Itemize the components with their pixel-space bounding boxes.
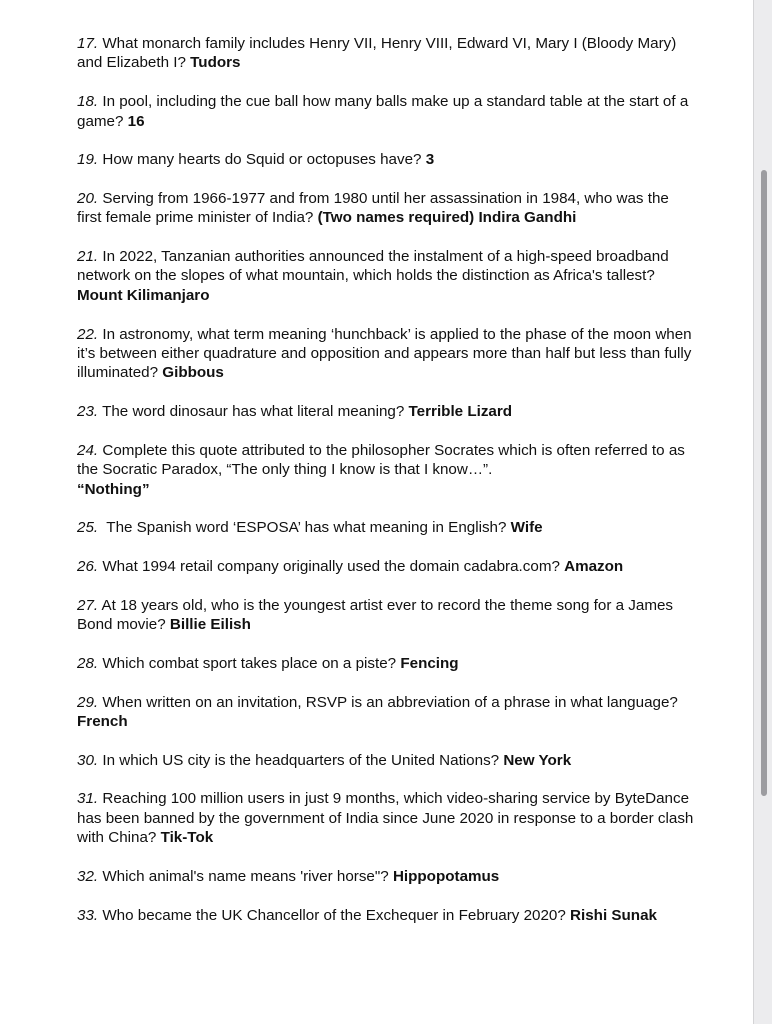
answer-text: Rishi Sunak bbox=[570, 906, 657, 924]
question-27 bbox=[77, 596, 697, 635]
question-text: What 1994 retail company originally used the domain cadabra.com? bbox=[98, 557, 565, 575]
question-24 bbox=[77, 441, 697, 499]
answer-text: 3 bbox=[425, 151, 435, 169]
answer-text: Fencing bbox=[400, 654, 459, 672]
answer-text: Hippopotamus bbox=[392, 867, 500, 885]
question-number: 33. bbox=[77, 906, 99, 924]
question-number: 19. bbox=[77, 151, 99, 169]
question-text: The Spanish word ‘ESPOSA’ has what meaning in English? bbox=[98, 519, 511, 537]
question-text: When written on an invitation, RSVP is an abbreviation of a phrase in what language? bbox=[98, 693, 678, 711]
question-text: In pool, including the cue ball how many balls make up a standard table at the start of a game? bbox=[77, 93, 689, 130]
question-text: What monarch family includes Henry VII, Henry VIII, Edward VI, Mary I (Bloody Mary) and Elizabeth I? bbox=[77, 35, 677, 72]
question-30 bbox=[77, 751, 697, 770]
answer-text: Billie Eilish bbox=[169, 616, 251, 634]
question-28 bbox=[77, 654, 697, 673]
question-number: 28. bbox=[77, 654, 99, 672]
question-number: 30. bbox=[77, 751, 99, 769]
question-number: 24. bbox=[77, 441, 99, 459]
question-26 bbox=[77, 557, 697, 576]
question-text: The word dinosaur has what literal meaning? bbox=[98, 403, 409, 421]
answer-text: Tudors bbox=[190, 54, 241, 72]
question-number: 32. bbox=[77, 867, 99, 885]
question-text: How many hearts do Squid or octopuses have? bbox=[98, 151, 426, 169]
question-text: Reaching 100 million users in just 9 months, which video-sharing service by ByteDance has been banned by the government of India since June 2020 in response to a border clash with China? bbox=[77, 790, 694, 847]
question-text: In 2022, Tanzanian authorities announced the instalment of a high-speed broadband network on the slopes of what mountain, which holds the distinction as Africa's tallest? bbox=[77, 248, 669, 285]
question-18 bbox=[77, 92, 697, 131]
question-number: 23. bbox=[77, 403, 99, 421]
scrollbar-thumb[interactable] bbox=[761, 170, 767, 796]
question-25 bbox=[77, 518, 697, 537]
answer-text: Wife bbox=[510, 519, 543, 537]
scrollbar-track[interactable] bbox=[754, 0, 772, 1024]
question-31 bbox=[77, 789, 697, 847]
question-21 bbox=[77, 247, 697, 305]
answer-text: Amazon bbox=[564, 557, 624, 575]
answer-text: (Two names required) Indira Gandhi bbox=[317, 209, 577, 227]
question-number: 26. bbox=[77, 557, 99, 575]
question-text: Serving from 1966-1977 and from 1980 until her assassination in 1984, who was the first female prime minister of India? bbox=[77, 189, 669, 227]
question-29 bbox=[77, 693, 697, 732]
question-number: 29. bbox=[77, 693, 99, 711]
question-text: Which animal's name means 'river horse"? bbox=[98, 867, 393, 885]
answer-text: New York bbox=[503, 751, 572, 769]
answer-text: Gibbous bbox=[162, 364, 224, 382]
answer-text: Terrible Lizard bbox=[408, 403, 513, 421]
question-text: In which US city is the headquarters of the United Nations? bbox=[98, 751, 504, 769]
question-19 bbox=[77, 150, 697, 169]
question-text: In astronomy, what term meaning ‘hunchback’ is applied to the phase of the moon when it’s between either quadrature and opposition and appears more than half but less than fully illuminated? bbox=[77, 325, 692, 382]
question-number: 31. bbox=[77, 790, 99, 808]
question-32 bbox=[77, 867, 697, 886]
answer-text: “Nothing” bbox=[77, 480, 150, 498]
question-text: Who became the UK Chancellor of the Exchequer in February 2020? bbox=[98, 906, 571, 924]
question-list bbox=[77, 34, 697, 944]
question-20 bbox=[77, 189, 697, 228]
answer-text: French bbox=[77, 712, 128, 730]
question-number: 21. bbox=[77, 248, 99, 266]
question-22 bbox=[77, 325, 697, 383]
answer-text: Tik-Tok bbox=[160, 829, 214, 847]
answer-text: 16 bbox=[127, 112, 145, 130]
question-number: 18. bbox=[77, 93, 99, 111]
question-number: 25. bbox=[77, 519, 99, 537]
question-number: 20. bbox=[77, 189, 99, 207]
question-17 bbox=[77, 34, 697, 73]
question-number: 27. bbox=[77, 596, 99, 614]
question-number: 22. bbox=[77, 325, 99, 343]
question-text: Which combat sport takes place on a piste? bbox=[98, 654, 401, 672]
question-text: At 18 years old, who is the youngest artist ever to record the theme song for a James Bond movie? bbox=[77, 596, 674, 634]
question-text: Complete this quote attributed to the philosopher Socrates which is often referred to as the Socratic Paradox, “The only thing I know is that I know…”. bbox=[77, 441, 685, 479]
question-number: 17. bbox=[77, 35, 99, 52]
question-33 bbox=[77, 906, 697, 925]
answer-text: Mount Kilimanjaro bbox=[77, 286, 210, 304]
question-23 bbox=[77, 402, 697, 421]
